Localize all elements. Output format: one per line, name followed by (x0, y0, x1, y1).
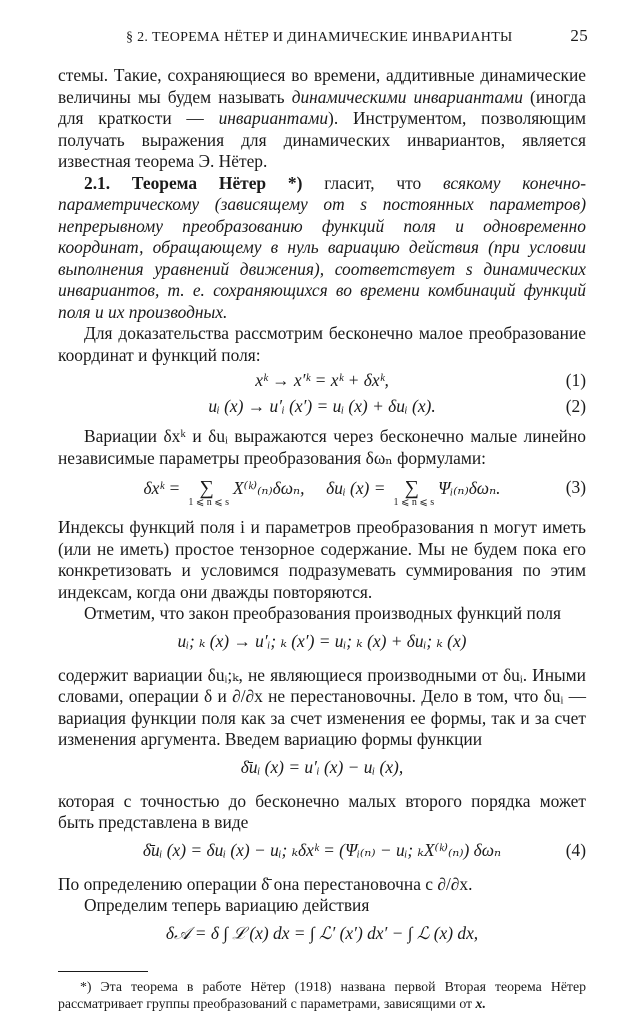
equation-number: (4) (565, 839, 586, 860)
equation-expression: uᵢ; ₖ (x) → u′ᵢ; ₖ (x′) = uᵢ; ₖ (x) + δuᵢ; ₖ (x) (177, 630, 467, 651)
paragraph-variations: Вариации δxᵏ и δuᵢ выражаются через бесконечно малые линейно независимые параметры преобразования δωₙ формулами: (58, 426, 586, 468)
running-header (60, 26, 588, 50)
equation-expression: δ̄uᵢ (x) = u′ᵢ (x) − uᵢ (x), (240, 756, 404, 777)
footnote-divider (58, 971, 148, 972)
equation-expression: δ̄uᵢ (x) = δuᵢ (x) − uᵢ; ₖδxᵏ = (Ψᵢ₍ₙ₎ − uᵢ; ₖX⁽ᵏ⁾₍ₙ₎) δωₙ (142, 839, 502, 860)
equation-number: (3) (565, 477, 586, 497)
equation-expression: xᵏ → x′ᵏ = xᵏ + δxᵏ, (255, 370, 389, 390)
paragraph-commutation: По определению операции δ̄ она перестановочна с ∂/∂x. (58, 873, 473, 894)
equation-4 (58, 840, 586, 866)
equation-expression: δ𝒜 = δ ∫ ℒ (x) dx = ∫ ℒ′ (x′) dx′ − ∫ ℒ (x) dx, (165, 922, 479, 943)
paragraph-theorem (58, 173, 586, 324)
equation-expression: uᵢ (x) → u′ᵢ (x′) = uᵢ (x) + δuᵢ (x). (208, 396, 436, 416)
sum-operator (390, 477, 435, 508)
equation-number: (1) (565, 370, 586, 390)
equation-expression (58, 477, 586, 508)
footnote-variable: x. (475, 995, 486, 1011)
page-number: 25 (570, 26, 588, 45)
equation-form-variation (58, 757, 586, 783)
equation-2 (58, 396, 586, 418)
text: (иногда для краткости — (58, 86, 586, 128)
equation-lhs: δxᵏ = (143, 478, 181, 498)
sum-symbol: ∑ (199, 477, 214, 499)
footnote-text: *) Эта теорема в работе Нётер (1918) названа первой Вторая теорема Нётер рассматривает группы преобразований с параметрами, зависящими от (58, 978, 586, 1011)
paragraph-derivative-law: Отметим, что закон преобразования производных функций поля (84, 603, 562, 623)
sum-limits: 1 ⩽ n ⩽ s (393, 497, 435, 508)
sum-symbol: ∑ (404, 477, 419, 499)
section-number: 2.1. (84, 172, 111, 193)
equation-3 (58, 477, 586, 507)
footnote (58, 978, 586, 1012)
paragraph-indices: Индексы функций поля i и параметров преобразования n могут иметь (или не иметь) простое тензорное содержание. Мы не будем пока его конкретизовать и условимся подразумевать суммирования по этим индексам, когда они дважды повторяются. (58, 517, 586, 602)
theorem-statement: всякому конечно-параметрическому (зависящему от s постоянных параметров) непрерывному преобразованию функций поля и одновременно координат, обращающему в нуль вариацию действия (при условии выполнения уравнений движения), соответствует s динамических инвариантов, т. е. сохраняющихся во времени комбинаций функций поля и их производных. (58, 172, 586, 322)
equation-action (58, 923, 586, 949)
running-title: § 2. ТЕОРЕМА НЁТЕР И ДИНАМИЧЕСКИЕ ИНВАРИАНТЫ (126, 30, 513, 45)
equation-derivative-transform (58, 631, 586, 657)
equation-number: (2) (565, 396, 586, 416)
theorem-heading: Теорема Нётер *) (131, 172, 303, 193)
paragraph-representation: которая с точностью до бесконечно малых второго порядка может быть представлена в виде (58, 790, 586, 832)
text: ). Инструментом, позволяющим получать выражения для динамических инвариантов, является известная теорема Э. Нётер. (58, 108, 586, 171)
equation-1 (58, 370, 586, 392)
paragraph-intro (58, 65, 586, 173)
sum-limits: 1 ⩽ n ⩽ s (188, 497, 229, 508)
paragraph-proof-intro: Для доказательства рассмотрим бесконечно малое преобразование координат и функций поля: (58, 323, 586, 365)
equation-term: Ψᵢ₍ₙ₎δωₙ. (438, 478, 501, 498)
sum-operator (185, 477, 229, 508)
equation-term: X⁽ᵏ⁾₍ₙ₎δωₙ, (233, 478, 305, 498)
paragraph-action-variation: Определим теперь вариацию действия (84, 895, 370, 915)
text: стемы. Такие, сохраняющиеся во времени, аддитивные динамические величины мы будем называть (58, 65, 586, 107)
term-dynamic-invariants: динамическими инвариантами (291, 86, 523, 107)
term-invariants: инвариантами (218, 108, 329, 128)
page-body (58, 65, 586, 1012)
equation-lhs: δuᵢ (x) = (326, 478, 386, 498)
paragraph-noncommuting: содержит вариации δuᵢ;ₖ, не являющиеся производными от δuᵢ. Иными словами, операции δ и ∂/∂x не перестановочны. Дело в том, что δuᵢ — вариация функции поля как за счет изменения ее формы, так и за счет изменения аргумента. Введем вариацию формы функции (58, 664, 586, 749)
text: гласит, что (302, 172, 444, 193)
